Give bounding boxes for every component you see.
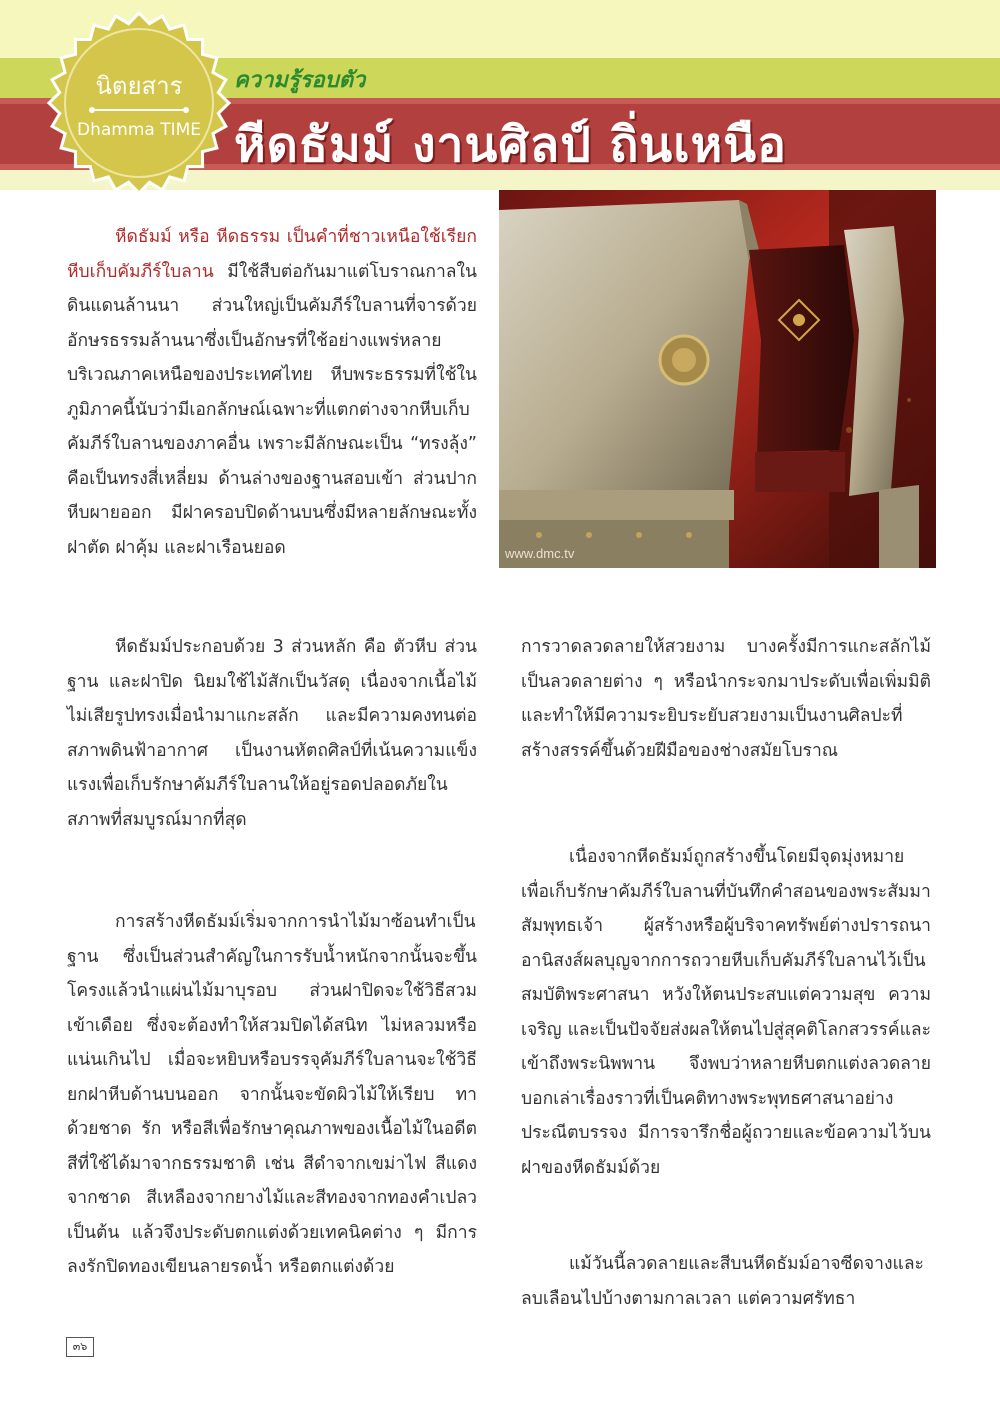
body-paragraph-right-2: เนื่องจากหีดธัมม์ถูกสร้างขึ้นโดยมีจุดมุ่งหมายเพื่อเก็บรักษาคัมภีร์ใบลานที่บันทึกคำสอนของพระสัมมาสัมพุทธเจ้า ผู้สร้างหรือผู้บริจาคทรัพย์ต่างปรารถนาอานิสงส์ผลบุญจากการถวายหีบเก็บคัมภีร์ใบลานไว้เป็นสมบัติพระศาสนา หวังให้ตนประสบแต่ความสุข ความเจริญ และเป็นปัจจัยส่งผลให้ตนไปสู่สุคติโลกสวรรค์และเข้าถึงพระนิพพาน จึงพบว่าหลายหีบตกแต่งลวดลายบอกเล่าเรื่องราวที่เป็นคติทางพระพุทธศาสนาอย่างประณีตบรรจง มีการจารึกชื่อผู้ถวายและข้อความไว้บนฝาของหีดธัมม์ด้วย [521, 847, 931, 1178]
photo-watermark: www.dmc.tv [505, 546, 575, 561]
body-paragraph-right-3: แม้วันนี้ลวดลายและสีบนหีดธัมม์อาจซีดจางและลบเลือนไปบ้างตามกาลเวลา แต่ความศรัทธา [521, 1254, 924, 1309]
badge-bottom-text: Dhamma TIME [76, 120, 202, 140]
manuscript-chest-photo [499, 190, 936, 568]
body-paragraph-right-1: การวาดลวดลายให้สวยงาม บางครั้งมีการแกะสลักไม้เป็นลวดลายต่าง ๆ หรือนำกระจกมาประดับเพื่อเพิ่มมิติและทำให้มีความระยิบระยับสวยงามเป็นงานศิลปะที่สร้างสรรค์ขึ้นด้วยฝีมือของช่างสมัยโบราณ [521, 637, 931, 761]
article-title: หีดธัมม์ งานศิลป์ ถิ่นเหนือ [234, 117, 787, 173]
intro-paragraph [67, 220, 477, 565]
intro-highlight: หีดธัมม์ หรือ หีดธรรม เป็นคำที่ชาวเหนือใช้เรียกหีบเก็บคัมภีร์ใบลาน [67, 227, 477, 282]
body-paragraph-left-2: การสร้างหีดธัมม์เริ่มจากการนำไม้มาซ้อนทำเป็นฐาน ซึ่งเป็นส่วนสำคัญในการรับน้ำหนักจากนั้นจะขึ้นโครงแล้วนำแผ่นไม้มาบุรอบ ส่วนฝาปิดจะใช้วิธีสวมเข้าเดือย ซึ่งจะต้องทำให้สวมปิดได้สนิท ไม่หลวมหรือแน่นเกินไป เมื่อจะหยิบหรือบรรจุคัมภีร์ใบลานจะใช้วิธียกฝาหีบด้านบนออก จากนั้นจะขัดผิวไม้ให้เรียบ ทาด้วยชาด รัก หรือสีเพื่อรักษาคุณภาพของเนื้อไม้ในอดีตสีที่ใช้ได้มาจากธรรมชาติ เช่น สีดำจากเขม่าไฟ สีแดงจากชาด สีเหลืองจากยางไม้และสีทองจากทองคำเปลว เป็นต้น แล้วจึงประดับตกแต่งด้วยเทคนิคต่าง ๆ มีการลงรักปิดทองเขียนลายรดน้ำ หรือตกแต่งด้วย [67, 912, 477, 1277]
intro-rest: มีใช้สืบต่อกันมาแต่โบราณกาลในดินแดนล้านนา ส่วนใหญ่เป็นคัมภีร์ใบลานที่จารด้วยอักษรธรรมล้านนาซึ่งเป็นอักษรที่ใช้อย่างแพร่หลายบริเวณภาคเหนือของประเทศไทย หีบพระธรรมที่ใช้ในภูมิภาคนี้นับว่ามีเอกลักษณ์เฉพาะที่แตกต่างจากหีบเก็บคัมภีร์ใบลานของภาคอื่น เพราะมีลักษณะเป็น “ทรงลุ้ง” คือเป็นทรงสี่เหลี่ยม ด้านล่างของฐานสอบเข้า ส่วนปากหีบผายออก มีฝาครอบปิดด้านบนซึ่งมีหลายลักษณะทั้งฝาตัด ฝาคุ้ม และฝาเรือนยอด [67, 261, 477, 558]
badge-top-text: นิตยสาร [95, 72, 183, 100]
page-number: ๓๖ [66, 1337, 94, 1357]
magazine-badge [46, 10, 232, 196]
body-paragraph-left-1: หีดธัมม์ประกอบด้วย 3 ส่วนหลัก คือ ตัวหีบ ส่วนฐาน และฝาปิด นิยมใช้ไม้สักเป็นวัสดุ เนื่องจากเนื้อไม้ไม่เสียรูปทรงเมื่อนำมาแกะสลัก และมีความคงทนต่อสภาพดินฟ้าอากาศ เป็นงานหัตถศิลป์ที่เน้นความแข็งแรงเพื่อเก็บรักษาคัมภีร์ใบลานให้อยู่รอดปลอดภัยในสภาพที่สมบูรณ์มากที่สุด [67, 637, 477, 830]
manuscript-chest-illustration [499, 190, 936, 568]
section-label: ความรู้รอบตัว [234, 68, 366, 93]
